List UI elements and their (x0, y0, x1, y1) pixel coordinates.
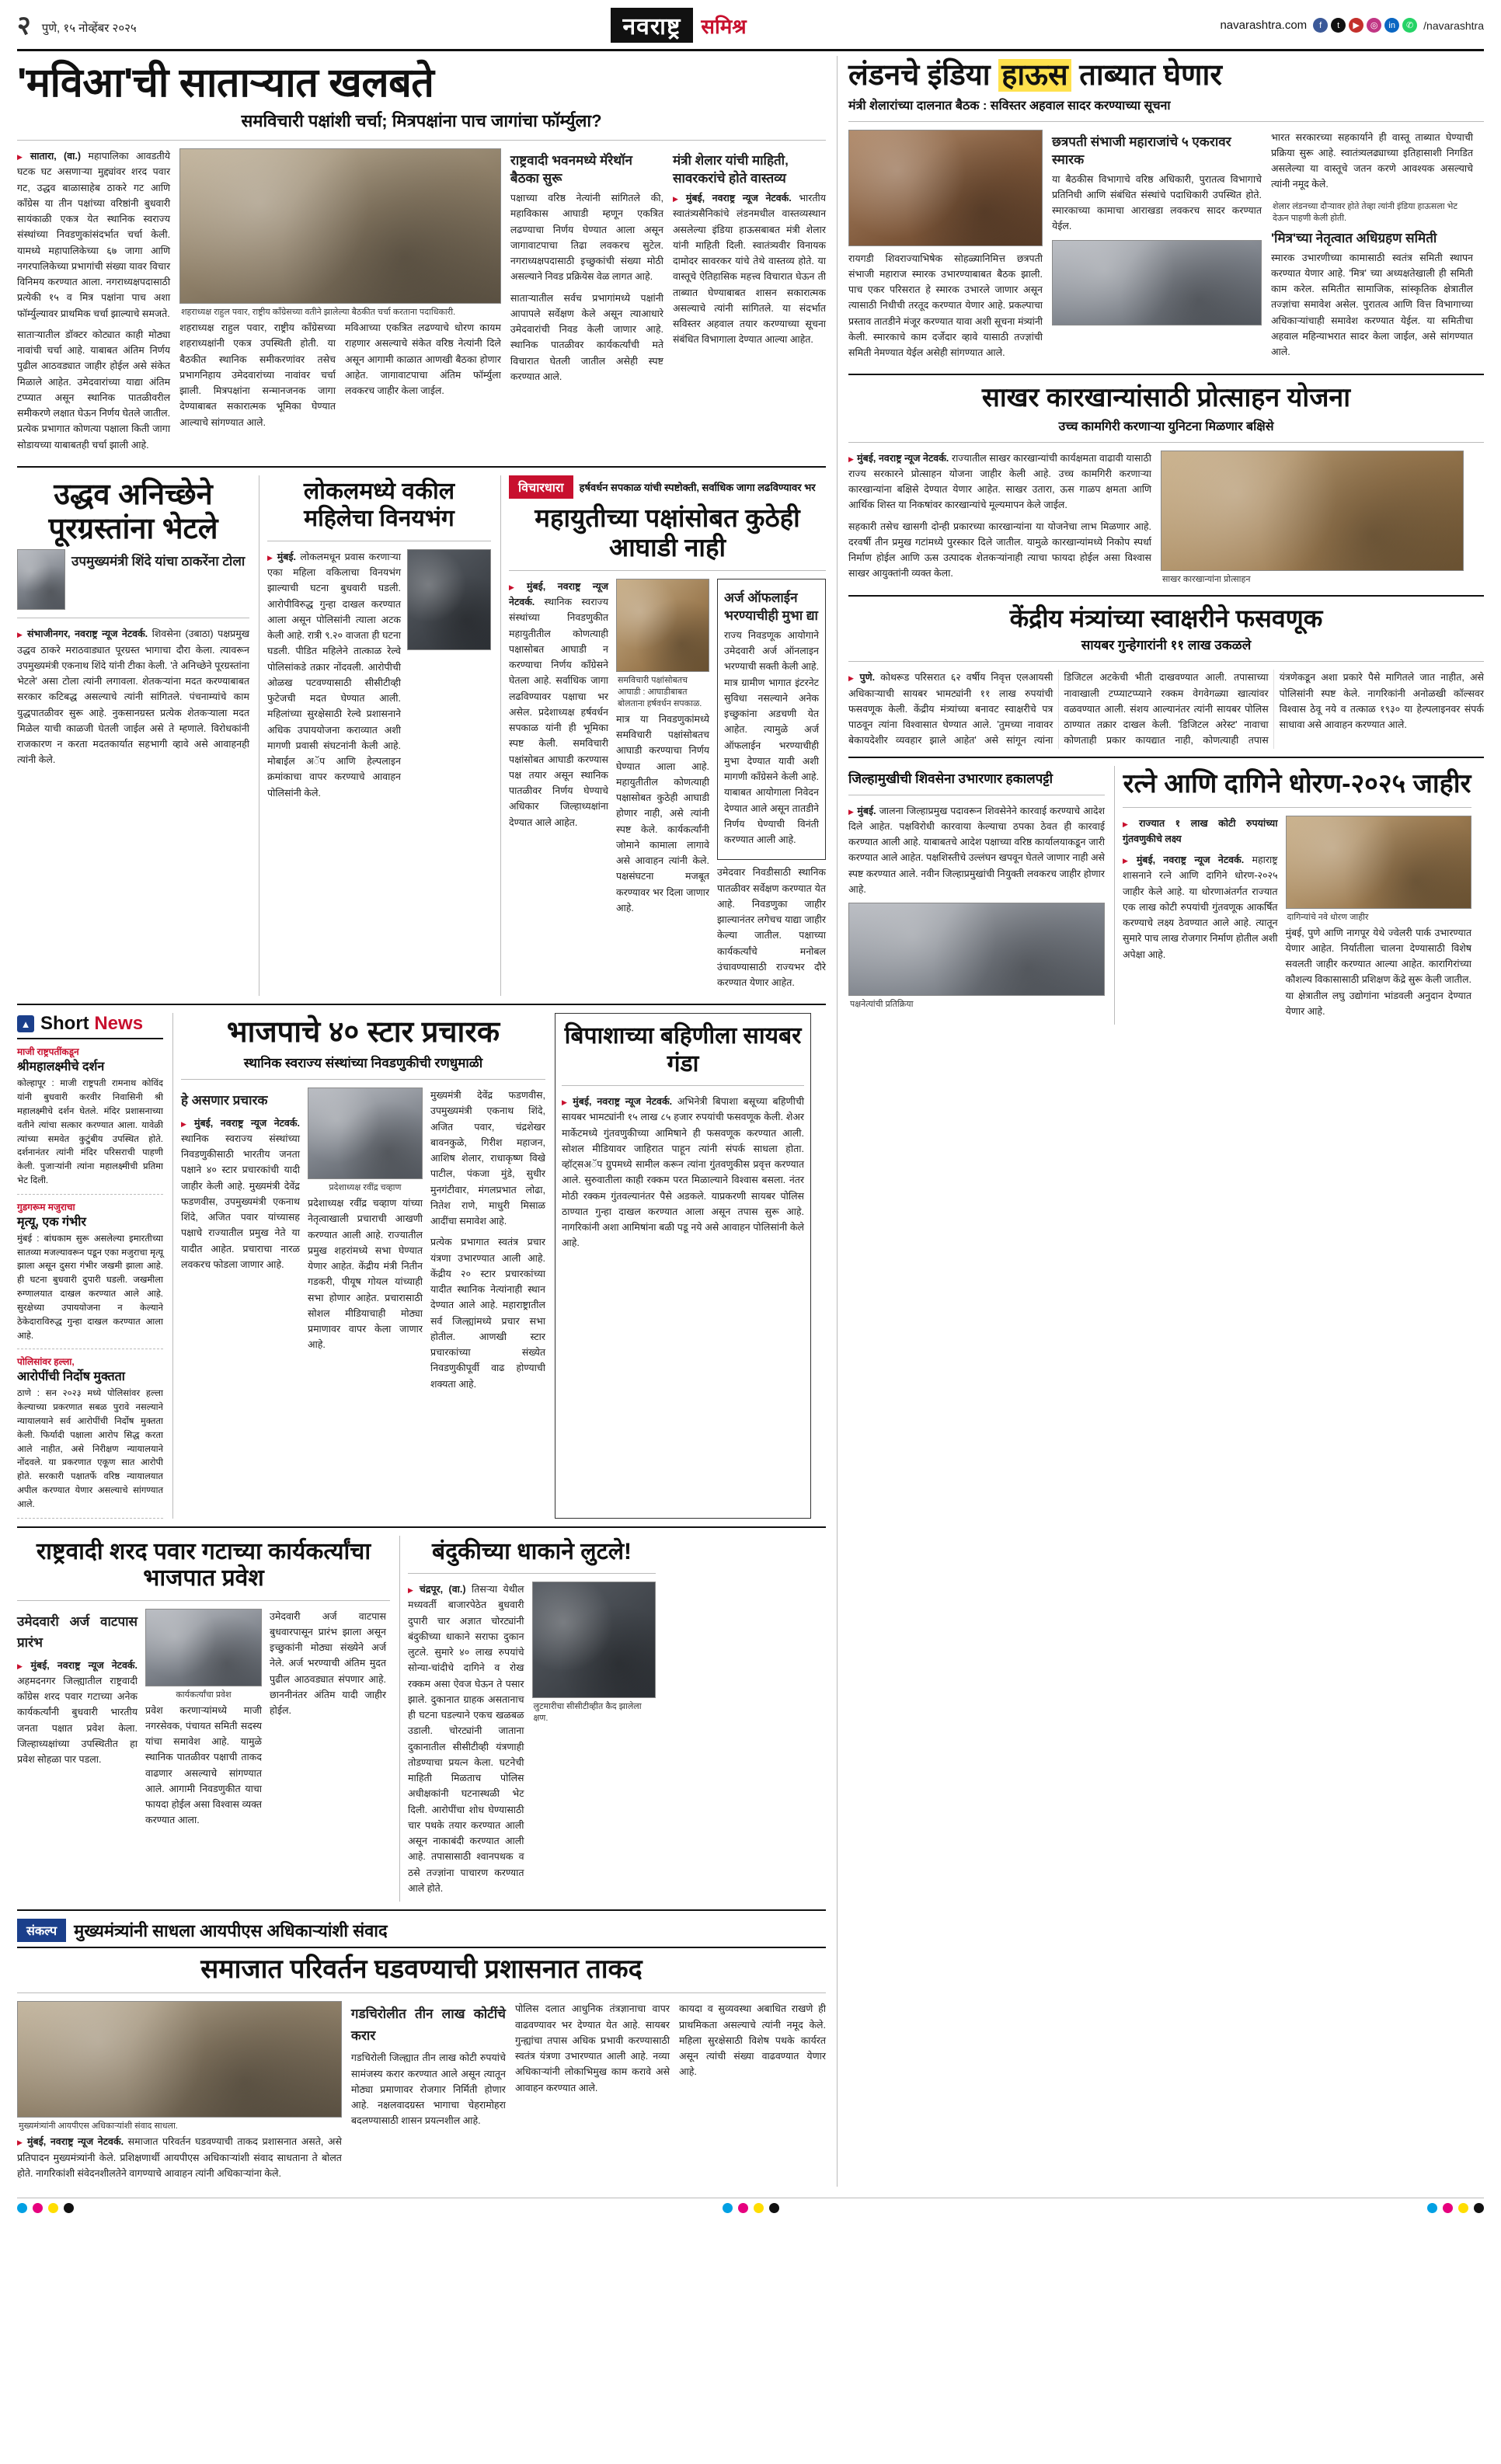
magenta-dot (1443, 2203, 1453, 2213)
gold-dateline: मुंबई, नवराष्ट्र न्यूज नेटवर्क. (1136, 854, 1245, 866)
story-london (848, 59, 1484, 366)
twitter-icon[interactable]: t (1331, 18, 1346, 33)
short-news-item[interactable] (17, 1039, 163, 1195)
london-headline-pre: लंडनचे इंडिया (848, 59, 991, 92)
gold-headline: रत्ने आणि दागिने धोरण-२०२५ जाहीर (1123, 768, 1471, 799)
sugar-col2: सहकारी तसेच खासगी दोन्ही प्रकारच्या कारखान्यांना या योजनेचा लाभ मिळणार आहे. दरवर्षी तीन प्रमुख गटांमध्ये पुरस्कार दिले जातील. यामुळे कारखान्यांमध्ये निकोप स्पर्धा निर्माण होईल आणि ऊस उत्पादक शेतकऱ्यांनाही त्याचा फायदा होईल असा विश्वास साखर आयुक्तांनी व्यक्त केला. (848, 520, 1151, 579)
ncp-photo-caption: कार्यकर्त्यांचा प्रवेश (176, 1690, 232, 1700)
cm-headline: समाजात परिवर्तन घडवण्याची प्रशासनात ताकद (200, 1954, 643, 1985)
lead-photo (179, 148, 501, 304)
vichardhara-badge: विचारधारा (509, 475, 573, 499)
lead-sidehead: राष्ट्रवादी भवनमध्ये मॅरेथॉन बैठका सुरू (510, 153, 632, 186)
bjp-dateline: मुंबई, नवराष्ट्र न्यूज नेटवर्क. (194, 1117, 300, 1129)
uddhav-headline: उद्धव अनिच्छेने पूरग्रस्तांना भेटले (48, 478, 218, 545)
ncp-dateline: मुंबई, नवराष्ट्र न्यूज नेटवर्क. (30, 1659, 138, 1671)
gun-photo (532, 1582, 656, 1698)
minister-text: कोथरूड परिसरात ६२ वर्षीय निवृत्त एलआयसी अधिकाऱ्याची सायबर भामट्यांनी ११ लाख रुपयांची फसवणूक केली. केंद्रीय मंत्र्यांच्या बनावट स्वाक्षरीचे पत्र पाठवून त्यांना विश्वासात घेण्यात आले. 'तुमच्या नावावर बेकायदेशीर व्यवहार झाले आहेत' असे सांगून त्यांना डिजिटल अटकेची भीती दाखवण्यात आली. तपासाच्या नावाखाली टप्प्याटप्प्याने रक्कम वेगवेगळ्या खात्यांवर वळवण्यात आली. संशय आल्यानंतर त्यांनी सायबर पोलिस ठाण्यात तक्रार दाखल केली. 'डिजिटल अरेस्ट' नावाचा कोणताही प्रकार कायद्यात नाही, कोणत्याही तपास यंत्रणेकडून अशा प्रकारे पैसे मागितले जात नाहीत, असे पोलिसांनी स्पष्ट केले. नागरिकांनी अनोळखी कॉल्सवर विश्वास ठेवू नये व तत्काळ १९३० या हेल्पलाइनवर संपर्क साधावा असे आवाहन करण्यात आले. (848, 672, 1484, 747)
masthead (17, 8, 1484, 51)
london-photo-caption: शेलार लंडनच्या दौऱ्यावर होते तेव्हा त्यांनी इंडिया हाऊसला भेट देऊन पाहणी केली होती. (1273, 201, 1457, 223)
story-bipasha (555, 1013, 811, 1518)
bjp-sub1: हे असणार प्रचारक (181, 1093, 268, 1108)
lead-subhead: समविचारी पक्षांशी चर्चा; मित्रपक्षांना पाच जागांचा फॉर्म्युला? (241, 111, 602, 131)
shivsena-dateline: मुंबई. (857, 805, 876, 816)
short-news-header (17, 1013, 163, 1039)
cm-col3: पोलिस दलात आधुनिक तंत्रज्ञानाचा वापर वाढवण्यावर भर देण्यात येत आहे. सायबर गुन्ह्यांचा तपास अधिक प्रभावी करण्यासाठी स्वतंत्र यंत्रणा उभारण्यात आली आहे. नव्या अधिकाऱ्यांनी लोकाभिमुख काम करावे असे आवाहन करण्यात आले. (514, 2003, 670, 2093)
minister-dateline: पुणे. (859, 672, 876, 684)
story-cm (17, 1919, 826, 2187)
masthead-logo (611, 8, 747, 43)
publication-date: पुणे, १५ नोव्हेंबर २०२५ (41, 21, 137, 35)
short-news-kicker: गुडगरूम मजुराचा (17, 1201, 75, 1213)
page-columns (17, 56, 1484, 2187)
masthead-left (17, 12, 137, 39)
cm-col2: गडचिरोली जिल्ह्यात तीन लाख कोटी रुपयांचे सामंजस्य करार करण्यात आले असून त्यातून मोठ्या प्रमाणावर रोजगार निर्मिती होणार आहे. नक्षलवादग्रस्त भागाचा चेहरामोहरा बदलण्यासाठी शासन प्रयत्नशील आहे. (350, 2052, 506, 2127)
footer-dots-center (723, 2203, 779, 2213)
lawyer-text: लोकलमधून प्रवास करणाऱ्या एका महिला वकिलाचा विनयभंग झाल्याची घटना बुधवारी घडली. आरोपीविरुद्ध गुन्हा दाखल करण्यात आला असून पोलिसांनी त्याला अटक केली आहे. रात्री ९.२० वाजता ही घटना घडली. पीडित महिलेने तात्काळ रेल्वे पोलिसांकडे तक्रार नोंदवली. आरोपीची ओळख पटवण्यासाठी सीसीटीव्ही फुटेजची मदत घेण्यात आली. महिलांच्या सुरक्षेसाठी रेल्वे प्रशासनाने अधिक उपाययोजना कराव्यात अशी मागणी प्रवासी संघटनांनी केली आहे. मोबाईल अॅप आणि हेल्पलाइन क्रमांकाचा वापर करण्याचे आवाहन पोलिसांनी केले. (266, 551, 402, 799)
short-news-kicker: पोलिसांवर हल्ला, (17, 1356, 75, 1368)
footer-dots-right (1427, 2203, 1484, 2213)
black-dot (64, 2203, 74, 2213)
bipasha-headline: बिपाशाच्या बहिणीला सायबर गंडा (564, 1023, 802, 1077)
short-news-head: श्रीमहालक्ष्मीचे दर्शन (17, 1060, 105, 1074)
uddhav-photo (17, 549, 65, 610)
bjp-subhead: स्थानिक स्वराज्य संस्थांच्या निवडणुकीची रणधुमाळी (243, 1056, 483, 1071)
ncp-sub: उमेदवारी अर्ज वाटपास प्रारंभ (17, 1613, 138, 1651)
story-shivsena (848, 766, 1105, 1025)
london-portrait (1052, 240, 1262, 325)
sugar-photo (1161, 451, 1464, 571)
shivsena-headline: जिल्हामुखीची शिवसेना उभारणार हकालपट्टी (848, 771, 1053, 786)
ncp-photo (145, 1609, 262, 1686)
lead-text-1: महापालिका आवडतीये घटक घट असणाऱ्या मुद्द्यांवर शरद पवार गट, उद्धव बाळासाहेब ठाकरे गट आणि काँग्रेस या तीन पक्षांच्या वरिष्ठांनी बुधवारी सायंकाळी एकत्र येत स्थानिक स्वराज्य संस्थांच्या निवडणुकांसंदर्भात चर्चा केली. यामध्ये महापालिकेच्या ६७ जागा आणि नगरपालिकेच्या प्रभागांची संख्या यावर विचार विनिमय करण्यात आला. नगराध्यक्षपदासाठी प्रत्येकी १५ व मित्र पक्षांना पाच अशा फॉर्म्युल्यावर प्राथमिक चर्चा झाल्याचे समजते. (17, 151, 171, 319)
lawyer-headline: लोकलमध्ये वकील महिलेचा विनयभंग (303, 478, 455, 532)
black-dot (769, 2203, 779, 2213)
shivsena-photo-caption: पक्षनेत्यांची प्रतिक्रिया (850, 1000, 914, 1010)
ncp-col3: उमेदवारी अर्ज वाटपास बुधवारपासून प्रारंभ झाला असून इच्छुकांनी मोठ्या संख्येने अर्ज नेले. अर्ज भरण्याची अंतिम मुदत पुढील आठवड्यात संपणार आहे. छाननीनंतर अंतिम यादी जाहीर होईल. (270, 1610, 386, 1717)
sugar-subhead: उच्च कामगिरी करणाऱ्या युनिटना मिळणार बक्षिसे (1058, 419, 1274, 433)
short-news-body: मुंबई : बांधकाम सुरू असलेल्या इमारतीच्या सातव्या मजल्यावरून पडून एका मजुराचा मृत्यू झाला असून दुसरा गंभीर जखमी झाला आहे. ही घटना बुधवारी दुपारी घडली. जखमीला रुग्णालयात दाखल करण्यात आले आहे. सुरक्षेच्या उपाययोजना न केल्याने ठेकेदाराविरुद्ध गुन्हा दाखल करण्यात आला आहे. (17, 1234, 163, 1341)
cm-col4: कायदा व सुव्यवस्था अबाधित राखणे ही प्राथमिकता असल्याचे त्यांनी नमूद केले. महिला सुरक्षेसाठी विशेष पथके कार्यरत असून त्यांची संख्या वाढवण्यात येणार आहे. (678, 2003, 827, 2078)
fourth-row (17, 1536, 826, 1902)
social-handle: /navarashtra (1423, 19, 1484, 32)
lead-text-1b: साताऱ्यातील डॉक्टर कोट्यात काही मोठ्या नावांची चर्चा आहे. याबाबत अंतिम निर्णय पुढील आठवड्यात जाहीर होईल असे संकेत मिळाले आहेत. उमेदवारांच्या याद्या अंतिम टप्प्यात असून स्थानिक पातळीवरील समीकरणे लक्षात घेऊन निर्णय घेतले जातील. प्रत्येक प्रभागात कोणत्या पक्षाला किती जागा सोडायच्या याबाबतही चर्चा झाली आहे. (17, 329, 171, 451)
mahayuti-photo-caption: समविचारी पक्षांसोबतच आघाडी : आघाडीबाबत बोलताना हर्षवर्धन सपकाळ. (618, 675, 702, 708)
second-row (17, 475, 826, 996)
london-subhead: मंत्री शेलारांच्या दालनात बैठक : सविस्तर अहवाल सादर करण्याच्या सूचना (848, 99, 1171, 113)
left-column (17, 56, 838, 2187)
cyan-dot (17, 2203, 27, 2213)
gun-headline: बंदुकीच्या धाकाने लुटले! (431, 1538, 632, 1564)
cm-dateline: मुंबई, नवराष्ट्र न्यूज नेटवर्क. (27, 2136, 124, 2148)
lead-right-dateline: मुंबई, नवराष्ट्र न्यूज नेटवर्क. (685, 193, 792, 204)
story-mahayuti (500, 475, 826, 996)
bjp-col3: मुख्यमंत्री देवेंद्र फडणवीस, उपमुख्यमंत्री एकनाथ शिंदे, अजित पवार, चंद्रशेखर बावनकुळे, गिरीश महाजन, आशिष शेलार, राधाकृष्ण विखे पाटील, पंकजा मुंडे, सुधीर मुनगंटीवार, मंगलप्रभात लोढा, नितेश राणे, माधुरी मिसाळ आदींचा समावेश आहे. (430, 1090, 545, 1227)
story-lawyer (259, 475, 491, 996)
bjp-headline: भाजपाचे ४० स्टार प्रचारक (226, 1016, 500, 1049)
gold-col1: महाराष्ट्र शासनाने रत्ने आणि दागिने धोरण-२०२५ जाहीर केले आहे. या धोरणाअंतर्गत राज्यात एक लाख कोटी रुपयांची गुंतवणूक आकर्षित करण्याचे लक्ष्य ठेवण्यात आले आहे. त्यातून सुमारे पाच लाख रोजगार निर्माण होतील अशी अपेक्षा आहे. (1123, 854, 1278, 960)
youtube-icon[interactable]: ▶ (1349, 18, 1363, 33)
ncp-headline: राष्ट्रवादी शरद पवार गटाच्या कार्यकर्त्यांचा भाजपात प्रवेश (36, 1538, 371, 1592)
lead-col-1 (17, 148, 170, 458)
story-ncp (17, 1536, 390, 1902)
london-headline-highlight: हाऊस (998, 59, 1071, 92)
mahayuti-col3: उमेदवार निवडीसाठी स्थानिक पातळीवर सर्वेक्षण करण्यात येत आहे. निवडणुका जाहीर झाल्यानंतर लगेचच याद्या जाहीर केल्या जातील. पक्षाच्या कार्यकर्त्यांचे मनोबल उंचावण्यासाठी राज्यभर दौरे करण्यात येणार आहेत. (717, 867, 826, 989)
london-sub-right-head: 'मित्र'च्या नेतृत्वात अधिग्रहण समिती (1271, 230, 1437, 245)
mahayuti-col2: मात्र या निवडणुकांमध्ये समविचारी पक्षांसोबतच आघाडी करण्याचा निर्णय घेण्यात आला आहे. महायुतीतील कोणत्याही पक्षासोबत कुठेही आघाडी होणार नाही, असे त्यांनी स्पष्ट केले. कार्यकर्त्यांनी जोमाने कामाला लागावे असे आवाहन त्यांनी केले. पक्षसंघटना मजबूत करण्यावर भर दिला जाणार आहे. (616, 713, 709, 914)
lawyer-dateline: मुंबई. (277, 551, 297, 562)
lead-dateline: सातारा, (वा.) (30, 151, 82, 162)
website-url[interactable]: navarashtra.com (1220, 19, 1308, 32)
story-sugar (848, 383, 1484, 586)
linkedin-icon[interactable]: in (1384, 18, 1399, 33)
story-gun (399, 1536, 656, 1902)
lead-right-head: मंत्री शेलार यांची माहिती, सावरकरांचे होते वास्तव्य (672, 153, 789, 186)
mahayuti-photo (616, 579, 709, 672)
short-news-title-accent: News (94, 1013, 144, 1035)
uddhav-subhead: उपमुख्यमंत्री शिंदे यांचा ठाकरेंना टोला (71, 554, 246, 569)
yellow-dot (754, 2203, 764, 2213)
sankalp-bar (17, 1919, 826, 1948)
bipasha-text: अभिनेत्री बिपाशा बसूच्या बहिणीची सायबर भामट्यांनी १५ लाख ८५ हजार रुपयांची फसवणूक केली. शेअर मार्केटमध्ये गुंतवणुकीच्या आमिषाने ही फसवणूक करण्यात आली. सोशल मीडियावर जाहिरात पाहून त्यांनी संपर्क साधला होता. व्हॉट्सअॅप ग्रुपमध्ये सामील करून त्यांना गुंतवणुकीस प्रवृत्त करण्यात आले. सुरुवातीला काही रक्कम परत मिळाल्याने विश्वास बसला. नंतर मोठी रक्कम गुंतवल्यानंतर पैसे अडकले. याप्रकरणी सायबर पोलिस ठाण्यात गुन्हा दाखल करण्यात आला असून तपास सुरू आहे. नागरिकांनी अशा आमिषांना बळी पडू नये असे आवाहन पोलिसांनी केले आहे. (562, 1096, 804, 1249)
mahayuti-box (717, 579, 826, 861)
short-news-item[interactable] (17, 1349, 163, 1518)
logo-text: नवराष्ट्र (611, 8, 694, 43)
mahayuti-box-head: अर्ज ऑफलाईन भरण्याचीही मुभा द्या (724, 590, 818, 623)
sugar-dateline: मुंबई, नवराष्ट्र न्यूज नेटवर्क. (857, 452, 949, 464)
cyan-dot (723, 2203, 733, 2213)
mahayuti-col1: स्थानिक स्वराज्य संस्थांच्या निवडणुकीत महायुतीतील कोणत्याही पक्षासोबत आघाडी न करण्याचा निर्णय काँग्रेसने घेतला आहे. सर्वाधिक जागा लढविण्यावर पक्षाचा भर असेल. प्रदेशाध्यक्ष हर्षवर्धन सपकाळ यांनी ही भूमिका स्पष्ट केली. समविचारी पक्षांसोबत आघाडी करण्यास पक्ष तयार असून स्थानिक पातळीवर निर्णय घेण्याचे अधिकार जिल्हाध्यक्षांना देण्यात आले आहेत. (509, 597, 608, 828)
lead-text-2b: मविआच्या एकत्रित लढण्याचे धोरण कायम राहणार असल्याचे संकेत वरिष्ठ नेत्यांनी दिले असून आगामी काळात आणखी बैठका होणार आहेत. जागावाटपाचा अंतिम फॉर्म्युला लवकरच जाहीर केला जाईल. (344, 322, 501, 397)
short-news-title: Short (40, 1013, 89, 1035)
magenta-dot (738, 2203, 748, 2213)
gold-photo (1286, 816, 1471, 909)
lead-right-text: भारतीय स्वातंत्र्यसैनिकांचे लंडनमधील वास्तव्यस्थान असलेल्या इंडिया हाऊसबाबत मंत्री शेलार यांनी माहिती दिली. स्वातंत्र्यवीर विनायक दामोदर सावरकर यांचे तेथे वास्तव्य होते. या वास्तूचे ऐतिहासिक महत्त्व विचारात घेऊन ती ताब्यात घेण्याबाबत शासन सकारात्मक असल्याचे त्यांनी सांगितले. या संदर्भात सविस्तर अहवाल तयार करण्याच्या सूचना संबंधित विभागाला देण्यात आल्या आहेत. (672, 193, 827, 346)
bipasha-dateline: मुंबई, नवराष्ट्र न्यूज नेटवर्क. (573, 1096, 673, 1108)
london-photo (848, 130, 1043, 246)
mahayuti-headline: महायुतीच्या पक्षांसोबत कुठेही आघाडी नाही (535, 503, 800, 562)
mahayuti-box-text: राज्य निवडणूक आयोगाने उमेदवारी अर्ज ऑनलाइन भरण्याची सक्ती केली आहे. मात्र ग्रामीण भागात इंटरनेट सुविधा नसल्याने अनेक इच्छुकांना अडचणी येत आहेत. त्यामुळे अर्ज ऑफलाईन भरण्याचीही मुभा देण्यात यावी अशी मागणी काँग्रेसने केली आहे. याबाबत आयोगाला निवेदन देण्यात आले असून तातडीने निर्णय घेण्याची विनंती करण्यात आली आहे. (724, 629, 819, 846)
sankalp-badge: संकल्प (17, 1919, 66, 1942)
ncp-col2: प्रवेश करणाऱ्यांमध्ये माजी नगरसेवक, पंचायत समिती सदस्य यांचा समावेश आहे. यामुळे स्थानिक पातळीवर पक्षाची ताकद वाढणार असल्याचे सांगण्यात आले. आगामी निवडणुकीत याचा फायदा होईल असा विश्वास व्यक्त करण्यात आला. (145, 1704, 262, 1826)
magenta-dot (33, 2203, 43, 2213)
shivsena-text: जालना जिल्हाप्रमुख पदावरून शिवसेनेने कारवाई करण्याचे आदेश दिले आहेत. पक्षविरोधी कारवाया केल्याचा ठपका ठेवत ही कारवाई करण्यात आली आहे. याबाबतचे आदेश पक्षाच्या वरिष्ठ कार्यालयाकडून जारी करण्यात आले आहेत. पक्षशिस्तीचे उल्लंघन खपवून घेतले जाणार नाही असे स्पष्ट करण्यात आले. नवीन जिल्हाप्रमुखांची नियुक्ती लवकरच जाहीर होणार आहे. (848, 805, 1105, 895)
bjp-col1: स्थानिक स्वराज्य संस्थांच्या निवडणुकीसाठी भारतीय जनता पक्षाने ४० स्टार प्रचारकांची यादी जाहीर केली आहे. मुख्यमंत्री देवेंद्र फडणवीस, उपमुख्यमंत्री एकनाथ शिंदे, अजित पवार यांच्यासह पक्षाचे राज्यातील प्रमुख नेते या यादीत आहेत. प्रचाराचा नारळ लवकरच फोडला जाणार आहे. (181, 1133, 300, 1270)
short-news-head: मृत्यू, एक गंभीर (17, 1215, 86, 1229)
london-text2: या बैठकीस विभागाचे वरिष्ठ अधिकारी, पुरातत्व विभागाचे प्रतिनिधी आणि संबंधित संस्थांचे पदाधिकारी उपस्थित होते. स्मारकाच्या कामाचा आराखडा लवकरच सादर करण्यात येईल. (1052, 173, 1262, 232)
london-text: रायगडी शिवराज्याभिषेक सोहळ्यानिमित्त छत्रपती संभाजी महाराज स्मारक उभारण्याबाबत बैठक झाली. पाच एकर परिसरात हे स्मारक उभारले जाणार असून त्यासाठी निधीची तरतूद करण्यात येणार आहे. प्रकल्पाचा प्रस्ताव तातडीने मंजूर करण्यात यावा अशी सूचना मंत्र्यांनी केली. स्मारकाचे काम दर्जेदार व्हावे यासाठी तज्ज्ञांची समिती नेमण्यात येईल असेही सांगण्यात आले. (848, 252, 1043, 359)
short-news-body: ठाणे : सन २०२३ मध्ये पोलिसांवर हल्ला केल्याच्या प्रकरणात सबळ पुरावे नसल्याने न्यायालयाने सर्व आरोपींची निर्दोष मुक्तता केली. फिर्यादी पक्षाला आरोप सिद्ध करता आले नाहीत, असे निरीक्षण न्यायालयाने नोंदवले. या प्रकरणात एकूण सात आरोपी होते. सरकारी पक्षातर्फे वरिष्ठ न्यायालयात अपील करण्यात येणार असल्याचे सांगण्यात आले. (17, 1389, 163, 1509)
lead-headline: 'मविआ'ची साताऱ्यात खलबते (17, 61, 434, 106)
bjp-photo-caption: प्रदेशाध्यक्ष रवींद्र चव्हाण (329, 1183, 402, 1193)
lead-photo-caption: शहराध्यक्ष राहुल पवार, राष्ट्रीय काँग्रेसच्या वतीने झालेल्या बैठकीत चर्चा करताना पदाधिकारी. (181, 308, 456, 318)
story-gold (1114, 766, 1471, 1025)
whatsapp-icon[interactable]: ✆ (1402, 18, 1417, 33)
footer-dots-left (17, 2203, 74, 2213)
shivsena-photo (848, 903, 1105, 996)
social-links (1313, 18, 1417, 33)
lead-text-3: पक्षाच्या वरिष्ठ नेत्यांनी सांगितले की, महाविकास आघाडी म्हणून एकत्रित लढण्याचा निर्णय घेण्यात आला असून जागावाटपाचा तिढा लवकरच सुटेल. नगराध्यक्षपदासाठी इच्छुकांची संख्या मोठी असल्याने निवड प्रक्रियेस वेळ लागत आहे. (510, 193, 663, 283)
bjp-col2: प्रदेशाध्यक्ष रवींद्र चव्हाण यांच्या नेतृत्वाखाली प्रचाराची आखणी करण्यात आली आहे. राज्यातील प्रमुख शहरांमध्ये सभा घेण्यात येणार आहेत. केंद्रीय मंत्री नितीन गडकरी, पीयूष गोयल यांच्याही सभा होणार आहेत. प्रचारासाठी सोशल मीडियाचाही मोठ्या प्रमाणावर वापर केला जाणार आहे. (307, 1198, 423, 1351)
gun-photo-caption: लुटमारीचा सीसीटीव्हीत कैद झालेला क्षण. (533, 1702, 642, 1724)
london-col2: भारत सरकारच्या सहकार्याने ही वास्तू ताब्यात घेण्याची प्रक्रिया सुरू आहे. स्वातंत्र्यलढ्याच्या इतिहासाशी निगडित असलेल्या या वास्तूचे जतन करणे आवश्यक असल्याचे त्यांनी नमूद केले. (1271, 131, 1473, 190)
cm-sub: गडचिरोलीत तीन लाख कोटींचे करार (350, 2006, 506, 2043)
instagram-icon[interactable]: ◎ (1367, 18, 1381, 33)
yellow-dot (48, 2203, 58, 2213)
short-news-item[interactable] (17, 1195, 163, 1350)
london-headline (848, 59, 1484, 93)
sugar-photo-caption: साखर कारखान्यांना प्रोत्साहन (1162, 574, 1251, 584)
gun-text: तिसऱ्या येथील मध्यवर्ती बाजारपेठेत बुधवारी दुपारी चार अज्ञात चोरट्यांनी बंदुकीच्या धाकाने सराफा दुकान लुटले. सुमारे ४० लाख रुपयांचे सोन्या-चांदीचे दागिने व रोख रक्कम असा ऐवज घेऊन ते पसार झाले. दुकानात ग्राहक असतानाच ही घटना घडल्याने एकच खळबळ उडाली. चोरट्यांनी जाताना दुकानातील सीसीटीव्ही यंत्रणाही तोडण्याचा प्रयत्न केला. घटनेची माहिती मिळताच पोलिस अधीक्षकांनी घटनास्थळी भेट दिली. आरोपींचा शोध घेण्यासाठी चार पथके तयार करण्यात आली असून नाकाबंदी करण्यात आली आहे. तपासासाठी श्वानपथक व ठसे तज्ज्ञांना पाचारण करण्यात आले होते. (408, 1584, 524, 1894)
ncp-col1: अहमदनगर जिल्ह्यातील राष्ट्रवादी काँग्रेस शरद पवार गटाच्या अनेक कार्यकर्त्यांनी बुधवारी भारतीय जनता पक्षात प्रवेश केला. जिल्हाध्यक्षांच्या उपस्थितीत हा प्रवेश सोहळा पार पडला. (17, 1675, 138, 1766)
gold-bullet: राज्यात १ लाख कोटी रुपयांच्या गुंतवणुकीचे लक्ष्य (1123, 817, 1278, 844)
logo-subtext: समिश्र (701, 14, 747, 38)
story-bjp (172, 1013, 545, 1518)
footer-registration-marks (17, 2198, 1484, 2213)
minister-subhead: सायबर गुन्हेगारांनी ११ लाख उकळले (1081, 638, 1252, 653)
sugar-col1: राज्यातील साखर कारखान्यांची कार्यक्षमता वाढावी यासाठी राज्य सरकारने प्रोत्साहन योजना जाहीर केली आहे. उच्च कामगिरी करणाऱ्या कारखान्यांना बक्षिसे देण्यात येणार आहेत. साखर उतारा, ऊस गाळप क्षमता आणि आर्थिक शिस्त या निकषांवर कारखान्यांचे मूल्यमापन केले जाईल. (848, 452, 1152, 511)
page-number: २ (17, 10, 31, 40)
short-news-block (17, 1013, 163, 1518)
third-row (17, 1013, 826, 1518)
mahayuti-dateline: मुंबई, नवराष्ट्र न्यूज नेटवर्क. (509, 580, 609, 608)
sankalp-bar-text: मुख्यमंत्र्यांनी साधला आयपीएस अधिकाऱ्यांशी संवाद (74, 1921, 388, 1941)
mahayuti-kicker: हर्षवर्धन सपकाळ यांची स्पष्टोक्ती, सर्वाधिक जागा लढविण्यावर भर (579, 481, 816, 493)
story-minister (848, 604, 1484, 749)
right-bottom-row (848, 766, 1484, 1025)
bjp-photo (308, 1088, 423, 1179)
facebook-icon[interactable]: f (1313, 18, 1328, 33)
london-sub-right-text: स्मारक उभारणीच्या कामासाठी स्वतंत्र समिती स्थापन करण्यात येणार आहे. 'मित्र' च्या अध्यक्षतेखाली ही समिती काम करेल. समितीत सामाजिक, सांस्कृतिक क्षेत्रातील तज्ज्ञांचा समावेश असेल. पुरातत्व आणि वित्त विभागाच्या अधिकाऱ्यांचाही समावेश करण्यात येईल. या समितीचा अहवाल महिन्याभरात सादर केला जाईल, असे सांगण्यात आले. (1271, 252, 1473, 358)
yellow-dot (1458, 2203, 1468, 2213)
gold-col2: मुंबई, पुणे आणि नागपूर येथे ज्वेलरी पार्क उभारण्यात येणार आहेत. निर्यातीला चालना देण्यासाठी विशेष सवलती जाहीर करण्यात आल्या आहेत. कारागिरांच्या कौशल्य विकासासाठी प्रशिक्षण केंद्रे सुरू केली जातील. या क्षेत्रातील लघु उद्योगांना भांडवली अनुदान देण्यात येणार आहे. (1285, 927, 1471, 1017)
uddhav-dateline: संभाजीनगर, नवराष्ट्र न्यूज नेटवर्क. (26, 628, 148, 640)
london-headline-post: ताब्यात घेणार (1079, 59, 1222, 92)
cm-photo-caption: मुख्यमंत्र्यांनी आयपीएस अधिकाऱ्यांशी संवाद साधला. (19, 2121, 178, 2132)
cyan-dot (1427, 2203, 1437, 2213)
sugar-headline: साखर कारखान्यांसाठी प्रोत्साहन योजना (981, 383, 1351, 413)
cm-photo (17, 2001, 342, 2118)
short-news-head: आरोपींची निर्दोष मुक्तता (17, 1370, 125, 1384)
short-news-body: कोल्हापूर : माजी राष्ट्रपती रामनाथ कोविंद यांनी बुधवारी करवीर निवासिनी श्री महालक्ष्मीचे दर्शन घेतले. मंदिर प्रशासनाच्या वतीने त्यांचा सत्कार करण्यात आला. यावेळी त्यांच्या समवेत कुटुंबीय उपस्थित होते. दर्शनानंतर त्यांनी मंदिर परिसराची पाहणी केली. पुजाऱ्यांनी त्यांना महालक्ष्मीची प्रतिमा भेट दिली. (17, 1079, 163, 1186)
uddhav-text: शिवसेना (उबाठा) पक्षप्रमुख उद्धव ठाकरे मराठवाड्यात पूरग्रस्त भागाचा दौरा केला. त्यावरून उपमुख्यमंत्री एकनाथ शिंदे यांनी टीका केली. 'ते अनिच्छेने पूरग्रस्तांना भेटले' असा टोला त्यांनी लगावला. शेतकऱ्यांना मदत करण्याबाबत सरकार कटिबद्ध असल्याचे त्यांनी सांगितले. पंचनाम्यांचे काम युद्धपातळीवर सुरू आहे. नुकसानग्रस्त प्रत्येक शेतकऱ्याला मदत मिळेल याची काळजी घेतली जाईल असे ते म्हणाले. विरोधकांनी राजकारण न करता मदतकार्यात सहभागी व्हावे असे आवाहनही त्यांनी केले. (17, 628, 249, 766)
minister-headline: केंद्रीय मंत्र्यांच्या स्वाक्षरीने फसवणूक (1009, 604, 1323, 632)
lead-text-3b: साताऱ्यातील सर्वच प्रभागांमध्ये पक्षांनी आपापले सर्वेक्षण केले असून त्याआधारे उमेदवारांची निवड केली जाणार आहे. स्थानिक पातळीवर कार्यकर्त्यांची मते विचारात घेतली जातील असेही स्पष्ट करण्यात आले. (510, 292, 663, 382)
masthead-right (1220, 18, 1484, 33)
lead-story (17, 61, 826, 458)
news-flag-icon: ▲ (17, 1015, 34, 1032)
gold-photo-caption: दागिन्यांचे नवे धोरण जाहीर (1287, 912, 1369, 922)
bjp-col4: प्रत्येक प्रभागात स्वतंत्र प्रचार यंत्रणा उभारण्यात आली आहे. केंद्रीय २० स्टार प्रचारकांच्या यादीत स्थानिक नेत्यांनाही स्थान देण्यात आले आहे. महाराष्ट्रातील सर्व जिल्ह्यांमध्ये प्रचार सभा होतील. आणखी स्टार प्रचारकांच्या संख्येत निवडणुकीपूर्वी वाढ होण्याची शक्यता आहे. (430, 1237, 545, 1390)
gun-dateline: चंद्रपूर, (वा.) (419, 1584, 466, 1596)
lead-text-2: शहराध्यक्ष राहुल पवार, राष्ट्रीय काँग्रेसच्या शहराध्यक्षांनी एकत्र उपस्थिती होती. या बैठकीत स्थानिक समीकरणांवर तसेच प्रभागनिहाय उमेदवारांच्या नावांवर चर्चा झाली. मित्रपक्षांना सन्मानजनक जागा देण्याबाबत सकारात्मक भूमिका घेण्यात आल्याचे सांगण्यात आले. (179, 322, 336, 428)
black-dot (1474, 2203, 1484, 2213)
lawyer-photo (407, 549, 491, 650)
london-subhead2: छत्रपती संभाजी महाराजांचे ५ एकरावर स्मारक (1052, 134, 1231, 167)
story-uddhav (17, 475, 249, 996)
right-column (838, 56, 1484, 2187)
cm-col1: समाजात परिवर्तन घडवण्याची ताकद प्रशासनात असते, असे प्रतिपादन मुख्यमंत्र्यांनी केले. प्रशिक्षणार्थी आयपीएस अधिकाऱ्यांशी संवाद साधताना ते बोलत होते. नागरिकांशी संवेदनशीलतेने वागण्याचे आवाहन त्यांनी अधिकाऱ्यांना केले. (17, 2136, 342, 2179)
short-news-kicker: माजी राष्ट्रपतींकडून (17, 1046, 79, 1058)
